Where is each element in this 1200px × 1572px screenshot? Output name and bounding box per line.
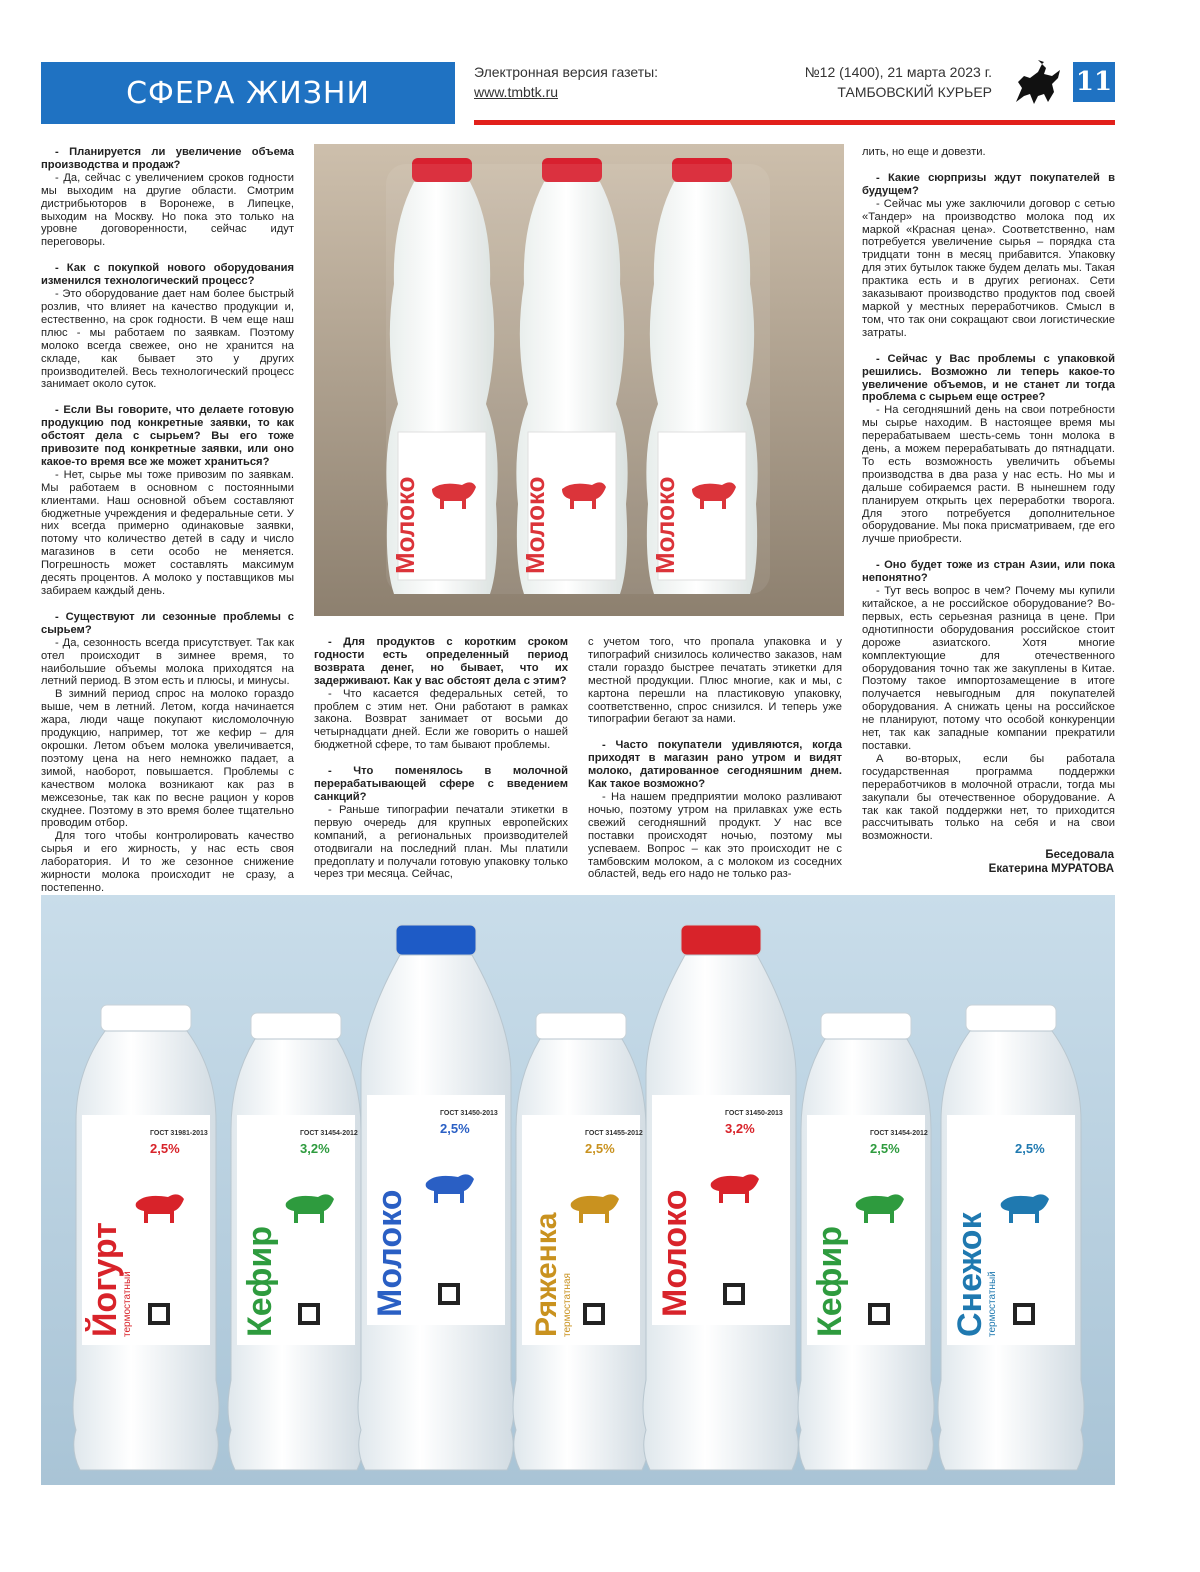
edition-info — [474, 62, 658, 102]
qr-code-inner — [872, 1307, 886, 1321]
qr-code-inner — [152, 1307, 166, 1321]
question-paragraph: - Как с покупкой нового оборудования изменился технологический процесс? — [41, 262, 294, 288]
product-name: Молоко — [371, 1189, 409, 1317]
question-paragraph: - Если Вы говорите, что делаете готовую продукцию под конкретные заявки, то как обстоят дела с сырьем? Вы его тоже привозите под конкретные заявки, или оно какое-то время все же может храниться? — [41, 404, 294, 468]
product-name: Ряженка — [530, 1212, 563, 1337]
header-rule — [474, 120, 1115, 125]
fat-label: 3,2% — [300, 1141, 330, 1156]
answer-paragraph: - Раньше типографии печатали этикетки в первую очередь для крупных европейских компаний, а региональных производителей отодвигали на последний план. Мы платили предоплату и получали готовую упаковку только через три месяца. Сейчас, — [314, 803, 568, 881]
answer-paragraph: - Да, сезонность всегда присутствует. Так как отел происходит в зимнее время, то наибольшие объемы молока приходятся на летний период. В этом есть и плюсы, и минусы. — [41, 636, 294, 688]
text-column-2 — [314, 636, 568, 881]
product-name: Йогурт — [86, 1222, 124, 1337]
gost-label: ГОСТ 31450-2013 — [440, 1110, 498, 1117]
product-bottle — [358, 925, 514, 1470]
bottle-cap — [966, 1005, 1056, 1031]
question-paragraph: - Для продуктов с коротким сроком годности есть определенный период возврата денег, но бывает, что их задерживают. Как у вас обстоят дела с этим? — [314, 636, 568, 687]
product-subtitle: термостатная — [562, 1273, 573, 1337]
question-paragraph: - Сейчас у Вас проблемы с упаковкой решились. Возможно ли теперь какое-то увеличение объемов, и не станет ли тогда проблема с сырьем еще острее? — [862, 352, 1115, 404]
product-bottle — [228, 1013, 364, 1470]
fat-label: 2,5% — [585, 1141, 615, 1156]
text-column-3 — [588, 636, 842, 881]
answer-paragraph: - Это оборудование дает нам более быстрый розлив, что влияет на качество продукции и, естественно, на срок годности. В чем еще наш плюс - мы работаем по заявкам. Поэтому молоко всегда свежее, оно не хранится на складе, как бывает это у других производителей. Весь технологический процесс занимает около суток. — [41, 288, 294, 391]
product-bottle — [73, 1005, 219, 1470]
answer-paragraph: - На сегодняшний день на свои потребности мы сырье находим. В настоящее время мы перерабатываем шесть-семь тонн молока в день, а можем перерабатывать до пятнадцати. То есть возможность увеличить объемы производства в два раза у нас есть. Но мы и дальше собираемся расти. В нынешнем году планируем открыть цех переработки творога. Для этого потребуется дополнительное оборудование. Мы пока присматриваем, где его лучше приобрести. — [862, 404, 1115, 546]
question-paragraph: - Оно будет тоже из стран Азии, или пока непонятно? — [862, 559, 1115, 585]
product-bottle — [798, 1013, 934, 1470]
issue-line: №12 (1400), 21 марта 2023 г. — [804, 64, 992, 80]
gost-label: ГОСТ 31450-2013 — [725, 1110, 783, 1117]
photo-milk-three-pack — [314, 144, 844, 616]
text-column-1 — [41, 146, 294, 895]
bottle-cap — [101, 1005, 191, 1031]
question-paragraph: - Часто покупатели удивляются, когда приходят в магазин рано утром и видят молоко, датированное сегодняшним днем. Как такое возможно? — [588, 739, 842, 791]
bottle-3-label: Молоко — [650, 476, 680, 574]
fat-label: 2,5% — [440, 1121, 470, 1136]
section-banner — [41, 62, 455, 124]
byline-author: Екатерина МУРАТОВА — [988, 863, 1114, 875]
fat-label: 3,2% — [725, 1121, 755, 1136]
gost-label: ГОСТ 31454-2012 — [300, 1130, 358, 1137]
product-bottle — [643, 925, 799, 1470]
product-subtitle: термостатный — [987, 1271, 998, 1337]
bottle-cap — [681, 925, 761, 955]
page-number: 11 — [1073, 62, 1115, 102]
edition-label: Электронная версия газеты: — [474, 64, 659, 80]
answer-paragraph: - Да, сейчас с увеличением сроков годности мы выходим на другие области. Смотрим дистрибьюторов в Воронеже, в Липецке, выходим на Москву. Но пока это только на уровне договоренности, сейчас идут переговоры. — [41, 171, 294, 249]
qr-code-inner — [1017, 1307, 1031, 1321]
photo-product-lineup — [41, 895, 1115, 1485]
fat-label: 2,5% — [1015, 1141, 1045, 1156]
issue-info — [805, 62, 992, 102]
product-name: Снежок — [951, 1212, 989, 1337]
fat-label: 2,5% — [870, 1141, 900, 1156]
gost-label: ГОСТ 31454-2012 — [870, 1130, 928, 1137]
bottle-cap — [821, 1013, 911, 1039]
gost-label: ГОСТ 31981-2013 — [150, 1130, 208, 1137]
bottle-2-label: Молоко — [520, 476, 550, 574]
answer-paragraph: - Нет, сырье мы тоже привозим по заявкам. Мы работаем в основном с постоянными клиентами. Наш основной объем составляют бюджетные учреждения и федеральные сети. У них всегда примерно одинаковые заявки, потому что количество детей в саду и число магазинов в сети особо не меняется. Погрешность может составлять максимум десять процентов. А молоко у поставщиков мы забираем каждый день. — [41, 468, 294, 597]
bottle-cap — [396, 925, 476, 955]
text-column-4 — [862, 146, 1115, 843]
bottle-1-label: Молоко — [390, 476, 420, 574]
newspaper-name: ТАМБОВСКИЙ КУРЬЕР — [837, 84, 992, 100]
product-name: Молоко — [656, 1189, 694, 1317]
question-paragraph: - Какие сюрпризы ждут покупателей в будущем? — [862, 171, 1115, 197]
answer-paragraph: лить, но еще и довезти. — [862, 146, 986, 158]
product-bottle — [938, 1005, 1084, 1470]
product-name: Кефир — [811, 1225, 849, 1337]
answer-paragraph: - На нашем предприятии молоко разливают ночью, поэтому утром на прилавках уже есть свежий сегодняшний продукт. У нас все поставки происходят ночью, поэтому мы успеваем. Вопрос – как это происходит не с тамбовским молоком, а с молоком из соседних областей, ведь его надо не только раз- — [588, 790, 842, 881]
byline — [989, 848, 1114, 876]
qr-code-inner — [442, 1287, 456, 1301]
edition-link[interactable]: www.tmbtk.ru — [474, 84, 559, 100]
answer-paragraph: А во-вторых, если бы работала государственная программа поддержки переработчиков в молочной отрасли, тогда мы закупали бы отечественное оборудование. А так как такой поддержки нет, то приходится рассчитывать только на себя и на свои возможности. — [862, 752, 1115, 843]
horseman-logo-icon — [1008, 58, 1066, 108]
product-bottle — [513, 1013, 649, 1470]
byline-label: Беседовала — [1045, 849, 1114, 861]
answer-paragraph: - Что касается федеральных сетей, то проблем с этим нет. Они работают в рамках закона. Возврат занимает от восьми до четырнадцати дней. Если же говорить о нашей бюджетной сфере, то там бывают проблемы. — [314, 687, 568, 752]
product-name: Кефир — [241, 1225, 279, 1337]
answer-paragraph: Для того чтобы контролировать качество сырья и его жирность, у нас есть своя лаборатория. И то же сезонное снижение жирности молока происходит не сразу, а постепенно. — [41, 830, 294, 894]
question-paragraph: - Планируется ли увеличение объема производства и продаж? — [41, 146, 294, 171]
answer-paragraph: - Тут весь вопрос в чем? Почему мы купили китайское, а не российское оборудование? Во-первых, есть серьезная разница в цене. При однотипности оборудования российское стоит дороже азиатского. Хотя многие комплектующие для отечественного оборудования точно так же закуплены в Китае. Поэтому такое импортозамещение в итоге получается невыгодным для покупателей оборудования. А снижать цены на российское не планируют, потому что особой конкуренции нет, так как западные компании прекратили поставки. — [862, 585, 1115, 752]
qr-code-inner — [727, 1287, 741, 1301]
answer-paragraph: с учетом того, что пропала упаковка и у типографий снизилось количество заказов, нам стали гораздо быстрее печатать этикетки для местной продукции. Плюс многие, как и мы, с картона перешли на пластиковую упаковку, соответственно, спрос снизился. И теперь уже типографии бегают за нами. — [588, 636, 842, 726]
bottle-cap — [251, 1013, 341, 1039]
answer-paragraph: В зимний период спрос на молоко гораздо выше, чем в летний. Летом, когда начинается жара, люди чаще покупают кисломолочную продукцию, например, тот же кефир – для окрошки. Летом объем молока увеличивается, поэтому цена на него немножко падает, а зимой, наоборот, повышается. Проблемы с качеством молока возникают как раз в межсезонье, так как по весне рацион у коров скуднее. Поэтому в это время более тщательно проводим отбор. — [41, 688, 294, 830]
product-subtitle: термостатный — [122, 1271, 133, 1337]
section-title: СФЕРА ЖИЗНИ — [126, 76, 370, 111]
answer-paragraph: - Сейчас мы уже заключили договор с сетью «Тандер» на производство молока под их маркой «Красная цена». Соответственно, нам потребуется увеличение сырья – порядка ста тридцати тонн в месяц прибавится. Упаковку для этих бутылок также будем делать мы. Такая практика есть и в других регионах. Сети заказывают производство продуктов под своей маркой у местных переработчиков. Смысл в том, что так они сокращают свои логистические затраты. — [862, 197, 1115, 339]
qr-code-inner — [302, 1307, 316, 1321]
gost-label: ГОСТ 31455-2012 — [585, 1130, 643, 1137]
question-paragraph: - Что поменялось в молочной перерабатывающей сфере с введением санкций? — [314, 765, 568, 803]
bottle-cap — [536, 1013, 626, 1039]
qr-code-inner — [587, 1307, 601, 1321]
question-paragraph: - Существуют ли сезонные проблемы с сырьем? — [41, 610, 294, 636]
fat-label: 2,5% — [150, 1141, 180, 1156]
